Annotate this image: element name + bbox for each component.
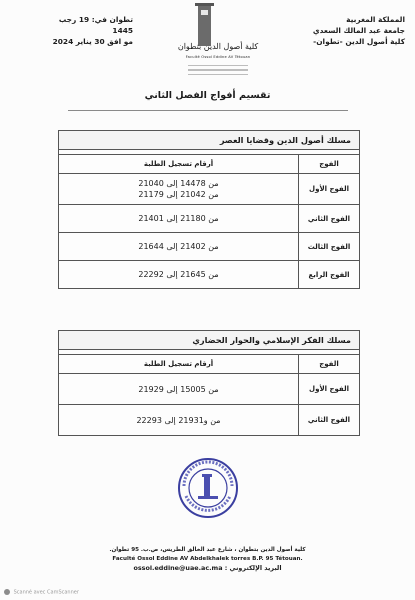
- table-header-row: [59, 355, 359, 374]
- group-name: الفوج الثاني: [298, 405, 359, 435]
- table-row: [59, 261, 359, 288]
- range-text: من 21180 إلى 21401: [138, 214, 219, 223]
- table-row: [59, 174, 359, 205]
- footer-address-fr: Faculté Ossol Eddine AV Abdelkhalek torres B.P. 95 Tétouan.: [112, 556, 303, 562]
- group-name: الفوج الأول: [298, 174, 359, 204]
- header-line: المملكة المغربية: [346, 15, 405, 24]
- group-name: الفوج الأول: [298, 374, 359, 404]
- footer-address-ar: كلية أصول الدين بتطوان ، شارع عبد الخالق الطريس، ص.ب. 95 تطوان.: [109, 547, 306, 553]
- col-header-range: أرقام تسجيل الطلبة: [143, 360, 214, 368]
- logo-name-fr: Faculté Ossol Eddine AV Tétouan: [185, 55, 251, 59]
- range-text: من 15005 إلى 21929: [138, 384, 219, 394]
- official-stamp: [176, 456, 240, 520]
- table-row: [59, 205, 359, 233]
- group-name: الفوج الرابع: [298, 261, 359, 288]
- table-caption: مسلك الفكر الإسلامي والحوار الحضاري: [59, 331, 359, 350]
- date-gregorian: مو افق 30 يناير 2024: [52, 37, 133, 46]
- col-header-group: الفوج: [298, 355, 359, 373]
- col-header-group: الفوج: [298, 155, 359, 173]
- range-text: من و21931 إلى 22293: [136, 415, 221, 425]
- group-name: الفوج الثالث: [298, 233, 359, 260]
- header-line: كلية أصول الدين -تطوان-: [313, 37, 405, 46]
- groups-table-1: [58, 130, 360, 289]
- scanner-watermark: [4, 589, 79, 596]
- table-caption: مسلك أصول الدين وقضايا العصر: [59, 131, 359, 150]
- logo-name-ar: كلية أصول الدين بتطوان: [177, 42, 259, 51]
- faculty-logo: [166, 6, 270, 88]
- date-header: [38, 14, 133, 47]
- footer-email: ossol.eddine@uae.ac.ma : البريد الإلكتروني: [133, 564, 282, 572]
- header-line: جامعة عبد المالك السعدي: [312, 26, 405, 35]
- title-divider: [68, 110, 348, 111]
- range-text: من 14478 إلى 21040: [138, 179, 219, 188]
- groups-table-2: [58, 330, 360, 436]
- kingdom-header: [300, 14, 405, 47]
- camscanner-icon: [4, 589, 10, 595]
- range-text: من 21402 إلى 21644: [138, 242, 219, 251]
- page-title: تقسيم أفواج الفصل الثاني: [144, 90, 271, 101]
- logo-lines: [188, 62, 248, 75]
- table-row: [59, 374, 359, 405]
- col-header-range: أرقام تسجيل الطلبة: [143, 160, 214, 168]
- range-text: من 21645 إلى 22292: [138, 270, 219, 279]
- date-hijri: تطوان في: 19 رجب 1445: [58, 15, 133, 35]
- table-row: [59, 405, 359, 435]
- scanner-label: Scanné avec CamScanner: [13, 589, 79, 596]
- table-row: [59, 233, 359, 261]
- table-header-row: [59, 155, 359, 174]
- group-name: الفوج الثاني: [298, 205, 359, 232]
- range-text: من 21042 إلى 21179: [138, 190, 219, 199]
- minaret-icon: [198, 6, 211, 46]
- footer: [0, 546, 415, 573]
